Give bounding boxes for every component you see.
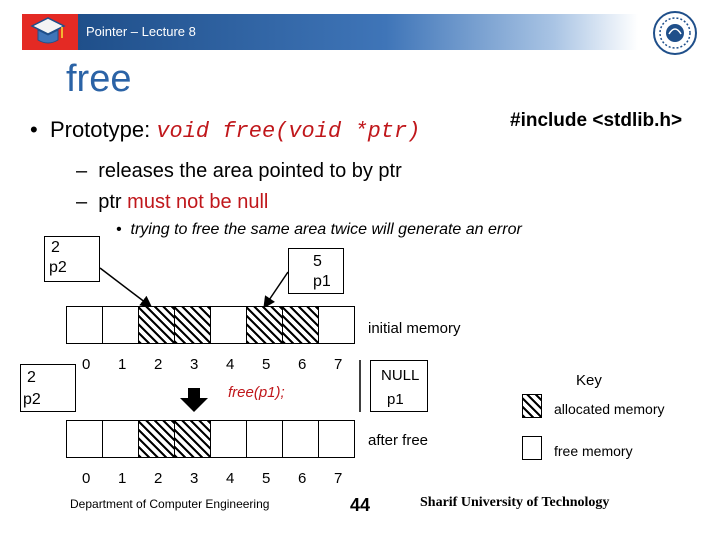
memory-index-label: 2 [154, 470, 163, 487]
memory-cell-free [66, 420, 103, 458]
bullet-dot: • [116, 221, 131, 238]
memory-cell-free [282, 420, 319, 458]
memory-index-label: 6 [298, 470, 307, 487]
memory-index-label: 7 [334, 470, 343, 487]
memory-index-label: 7 [334, 356, 343, 373]
key-free-label: free memory [554, 443, 633, 459]
memory-cell-free [246, 420, 283, 458]
header-title: Pointer – Lecture 8 [86, 24, 196, 39]
memory-cell-allocated [282, 306, 319, 344]
null-value: NULL [381, 367, 420, 384]
p1-box-after [370, 360, 428, 412]
memory-index-label: 6 [298, 356, 307, 373]
free-call: free(p1); [228, 384, 285, 401]
p2-value: 2 [27, 369, 36, 386]
memory-index-label: 2 [154, 356, 163, 373]
memory-cell-free [210, 306, 247, 344]
key-title: Key [576, 372, 602, 389]
sub-sub-bullet-text: trying to free the same area twice will generate an error [130, 221, 522, 238]
prototype-label: Prototype: [49, 117, 157, 142]
memory-cell-allocated [174, 306, 211, 344]
p2-label: p2 [49, 259, 67, 276]
p2-box-after [20, 364, 76, 412]
memory-index-label: 5 [262, 356, 271, 373]
p1-value: 5 [313, 253, 322, 270]
initial-memory-caption: initial memory [368, 320, 461, 337]
memory-index-label: 1 [118, 470, 127, 487]
key-allocated-label: allocated memory [554, 401, 665, 417]
slide-title: free [66, 58, 132, 100]
p1-label: p1 [313, 273, 331, 290]
memory-cell-free [210, 420, 247, 458]
memory-cell-allocated [174, 420, 211, 458]
key-allocated-swatch [522, 394, 542, 418]
memory-index-label: 0 [82, 356, 91, 373]
memory-cell-free [318, 306, 355, 344]
include-directive: #include <stdlib.h> [510, 110, 683, 131]
memory-index-label: 0 [82, 470, 91, 487]
memory-cell-free [102, 420, 139, 458]
after-free-caption: after free [368, 432, 429, 449]
memory-cell-free [318, 420, 355, 458]
dash: – [76, 191, 99, 213]
dash: – [76, 160, 99, 182]
p1-arrow [265, 272, 288, 306]
p2-arrow [100, 268, 150, 306]
p2-value: 2 [51, 239, 60, 256]
down-arrow-icon [180, 388, 208, 412]
sub-bullet-text: ptr [98, 191, 128, 213]
memory-cell-free [102, 306, 139, 344]
page-number: 44 [350, 495, 371, 515]
memory-cell-allocated [246, 306, 283, 344]
prototype-code: void free(void *ptr) [156, 119, 421, 144]
memory-index-label: 4 [226, 470, 235, 487]
p2-label: p2 [23, 391, 41, 408]
p1-label: p1 [387, 391, 404, 408]
memory-index-label: 3 [190, 356, 199, 373]
memory-index-label: 3 [190, 470, 199, 487]
memory-cell-allocated [138, 306, 175, 344]
footer-university: Sharif University of Technology [420, 495, 610, 510]
sub-bullet-warning: must not be null [127, 191, 269, 213]
footer-department: Department of Computer Engineering [70, 497, 270, 511]
memory-index-label: 5 [262, 470, 271, 487]
bullet-dot: • [30, 117, 50, 142]
memory-cell-free [66, 306, 103, 344]
memory-index-label: 4 [226, 356, 235, 373]
sub-bullet-text: releases the area pointed to by ptr [98, 160, 402, 182]
memory-cell-allocated [138, 420, 175, 458]
key-free-swatch [522, 436, 542, 460]
memory-index-label: 1 [118, 356, 127, 373]
